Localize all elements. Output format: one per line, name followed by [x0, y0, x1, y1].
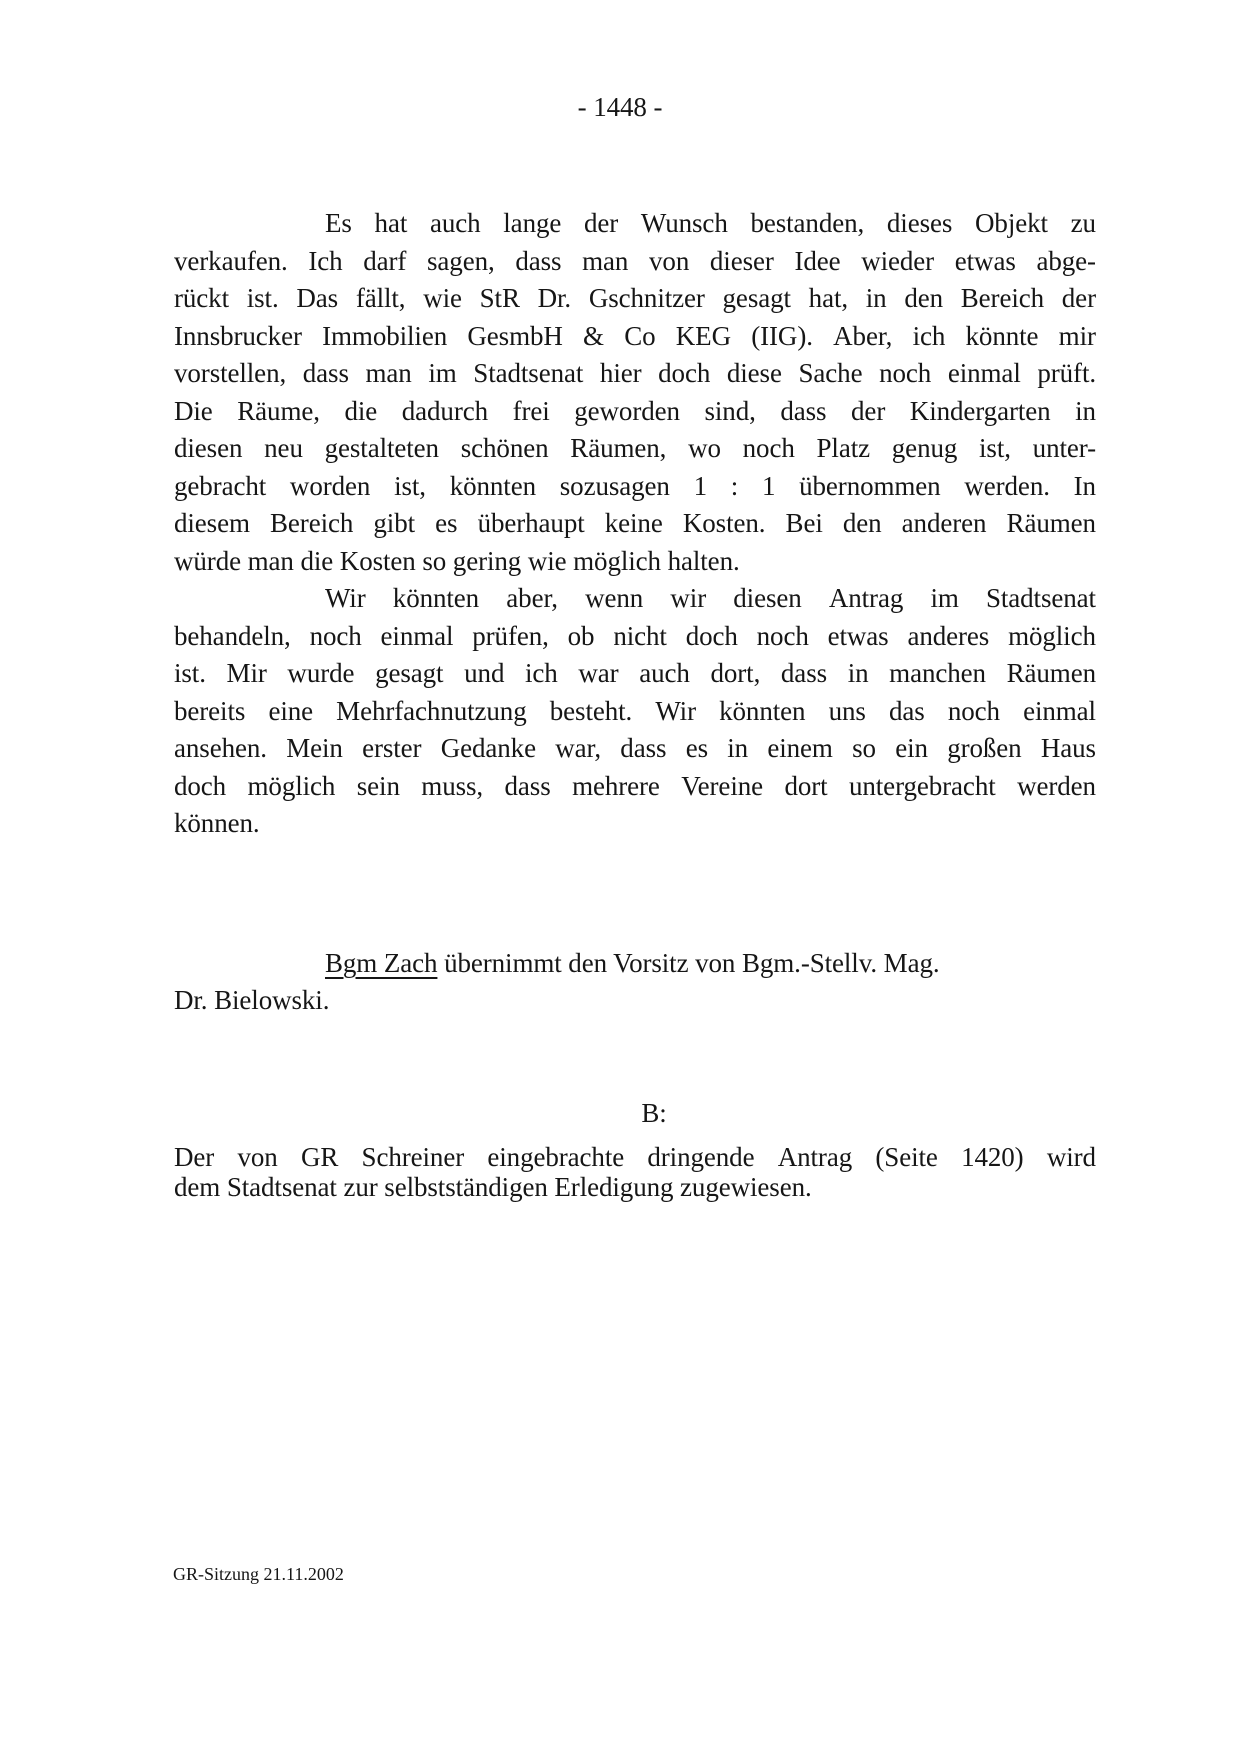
- text-line: [174, 945, 1096, 983]
- text-line: diesem Bereich gibt es überhaupt keine Kosten. Bei den anderen Räumen: [174, 508, 1096, 538]
- text-line: Innsbrucker Immobilien GesmbH & Co KEG (IIG). Aber, ich könnte mir: [174, 320, 1096, 351]
- text-line: vorstellen, dass man im Stadtsenat hier doch diese Sache noch einmal prüft.: [174, 358, 1096, 388]
- decision-paragraph: [174, 1142, 1096, 1202]
- speaker-name: Bgm Zach: [325, 947, 438, 978]
- text-line: dem Stadtsenat zur selbstständigen Erledigung zugewiesen.: [174, 1172, 812, 1202]
- text-line: Der von GR Schreiner eingebrachte dringende Antrag (Seite 1420) wird: [174, 1142, 1096, 1172]
- text-line: Es hat auch lange der Wunsch bestanden, dieses Objekt zu: [325, 208, 1096, 238]
- handover-text: übernimmt den Vorsitz von Bgm.-Stellv. Mag.: [437, 947, 940, 978]
- paragraph-1: [174, 205, 1096, 580]
- text-line: bereits eine Mehrfachnutzung besteht. Wir könnten uns das noch einmal: [174, 695, 1096, 726]
- text-line: ansehen. Mein erster Gedanke war, dass es in einem so ein großen Haus: [174, 733, 1096, 763]
- text-line: behandeln, noch einmal prüfen, ob nicht doch noch etwas anderes möglich: [174, 620, 1096, 651]
- text-line: Wir könnten aber, wenn wir diesen Antrag im Stadtsenat: [325, 583, 1096, 613]
- text-line: ist. Mir wurde gesagt und ich war auch dort, dass in manchen Räumen: [174, 658, 1096, 688]
- text-line: rückt ist. Das fällt, wie StR Dr. Gschnitzer gesagt hat, in den Bereich der: [174, 283, 1096, 313]
- text-line: würde man die Kosten so gering wie möglich halten.: [174, 545, 740, 576]
- text-line: Die Räume, die dadurch frei geworden sind, dass der Kindergarten in: [174, 395, 1096, 426]
- text-line: gebracht worden ist, könnten sozusagen 1 : 1 übernommen werden. In: [174, 470, 1096, 501]
- decision-heading: B:: [641, 1097, 667, 1128]
- page-footer: GR-Sitzung 21.11.2002: [173, 1564, 344, 1584]
- text-line: verkaufen. Ich darf sagen, dass man von dieser Idee wieder etwas abge-: [174, 245, 1096, 276]
- text-line: Dr. Bielowski.: [174, 985, 330, 1015]
- page-number: - 1448 -: [577, 92, 663, 122]
- paragraph-2: [174, 580, 1096, 843]
- text-line: diesen neu gestalteten schönen Räumen, wo noch Platz genug ist, unter-: [174, 433, 1096, 463]
- text-column: [174, 205, 1096, 1202]
- chair-handover-paragraph: [174, 945, 1096, 1020]
- text-line: doch möglich sein muss, dass mehrere Vereine dort untergebracht werden: [174, 770, 1096, 801]
- text-line: können.: [174, 808, 260, 838]
